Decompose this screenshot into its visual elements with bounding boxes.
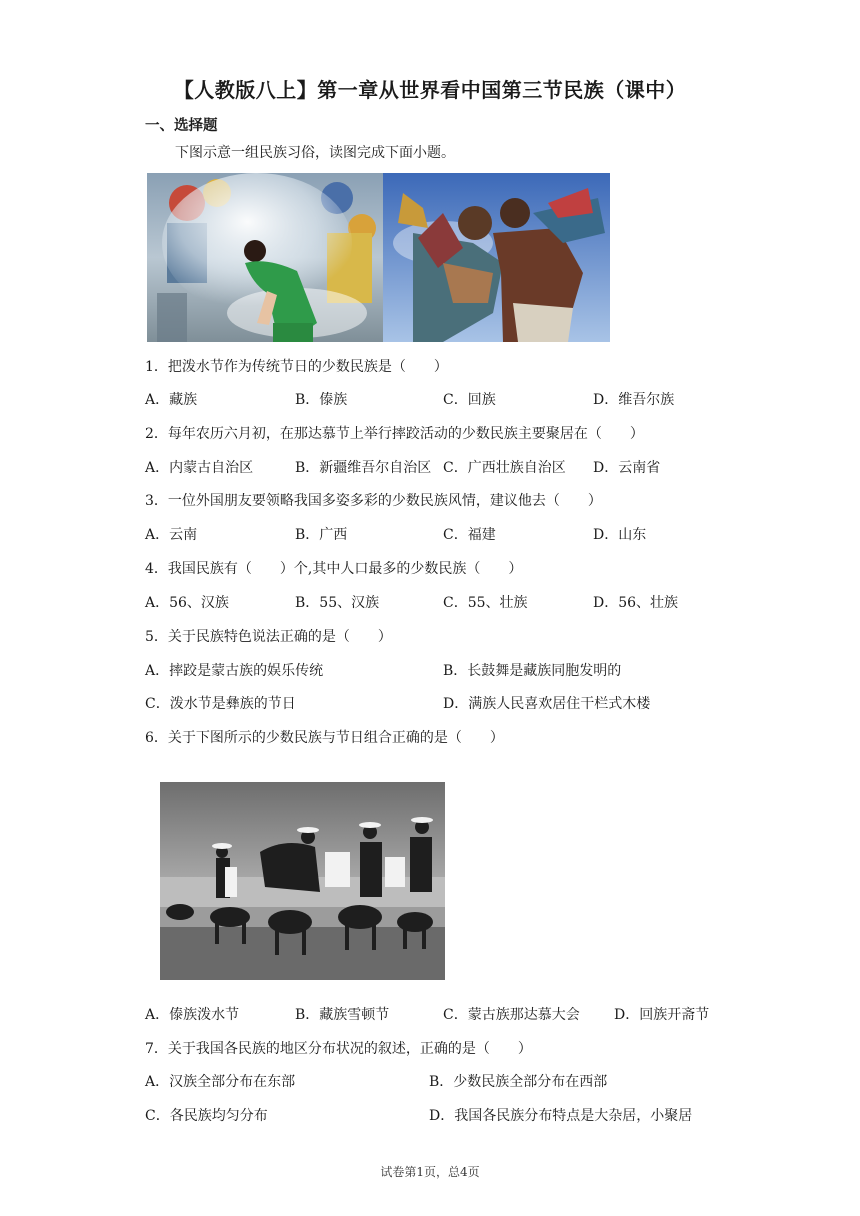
water-festival-photo <box>147 173 383 342</box>
question-6-option-b[interactable]: B．藏族雪顿节 <box>295 1007 390 1023</box>
question-2-option-a[interactable]: A．内蒙古自治区 <box>145 460 254 476</box>
intro-text: 下图示意一组民族习俗，读图完成下面小题。 <box>175 145 455 161</box>
question-2-stem: 2．每年农历六月初，在那达慕节上举行摔跤活动的少数民族主要聚居在（ ） <box>145 426 644 442</box>
question-1-option-b[interactable]: B．傣族 <box>295 392 348 408</box>
question-2-option-c[interactable]: C．广西壮族自治区 <box>443 460 566 476</box>
question-4-option-b[interactable]: B．55、汉族 <box>295 595 380 611</box>
question-7-option-a[interactable]: A．汉族全部分布在东部 <box>145 1074 296 1090</box>
question-2-option-b[interactable]: B．新疆维吾尔自治区 <box>295 460 432 476</box>
question-7-option-d[interactable]: D．我国各民族分布特点是大杂居，小聚居 <box>429 1108 693 1124</box>
question-5-stem: 5．关于民族特色说法正确的是（ ） <box>145 629 392 645</box>
question-3-option-b[interactable]: B．广西 <box>295 527 348 543</box>
question-3-option-c[interactable]: C．福建 <box>443 527 496 543</box>
question-1-stem: 1．把泼水节作为传统节日的少数民族是（ ） <box>145 359 448 375</box>
question-6-option-a[interactable]: A．傣族泼水节 <box>145 1007 240 1023</box>
question-7-stem: 7．关于我国各民族的地区分布状况的叙述，正确的是（ ） <box>145 1041 532 1057</box>
section-heading: 一、选择题 <box>145 118 218 134</box>
question-4-stem: 4．我国民族有（ ）个,其中人口最多的少数民族（ ） <box>145 561 523 577</box>
question-3-option-d[interactable]: D．山东 <box>593 527 647 543</box>
question-5-option-a[interactable]: A．摔跤是蒙古族的娱乐传统 <box>145 663 324 679</box>
question-7-option-c[interactable]: C．各民族均匀分布 <box>145 1108 268 1124</box>
wrestling-photo <box>383 173 610 342</box>
question-3-stem: 3．一位外国朋友要领略我国多姿多彩的少数民族风情，建议他去（ ） <box>145 493 602 509</box>
question-1-option-d[interactable]: D．维吾尔族 <box>593 392 675 408</box>
question-5-option-d[interactable]: D．满族人民喜欢居住干栏式木楼 <box>443 696 651 712</box>
question-6-option-c[interactable]: C．蒙古族那达慕大会 <box>443 1007 580 1023</box>
question-1-option-c[interactable]: C．回族 <box>443 392 496 408</box>
question-5-option-c[interactable]: C．泼水节是彝族的节日 <box>145 696 296 712</box>
question-4-option-a[interactable]: A．56、汉族 <box>145 595 229 611</box>
question-3-option-a[interactable]: A．云南 <box>145 527 198 543</box>
question-4-option-c[interactable]: C．55、壮族 <box>443 595 528 611</box>
question-6-stem: 6．关于下图所示的少数民族与节日组合正确的是（ ） <box>145 730 504 746</box>
page-title: 【人教版八上】第一章从世界看中国第三节民族（课中） <box>173 78 687 102</box>
page-footer: 试卷第1页，总4页 <box>380 1165 480 1179</box>
horse-racing-photo <box>160 782 445 980</box>
question-4-option-d[interactable]: D．56、壮族 <box>593 595 679 611</box>
question-7-option-b[interactable]: B．少数民族全部分布在西部 <box>429 1074 608 1090</box>
question-5-option-b[interactable]: B．长鼓舞是藏族同胞发明的 <box>443 663 622 679</box>
question-2-option-d[interactable]: D．云南省 <box>593 460 661 476</box>
question-1-option-a[interactable]: A．藏族 <box>145 392 198 408</box>
question-6-option-d[interactable]: D．回族开斋节 <box>614 1007 710 1023</box>
